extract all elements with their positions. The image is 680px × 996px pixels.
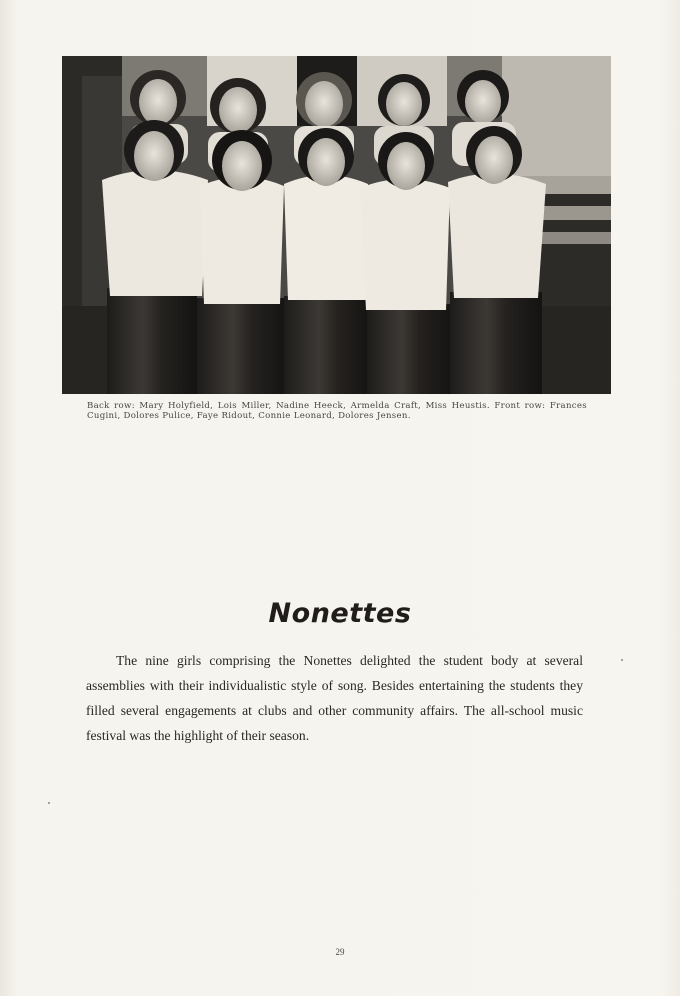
group-photo (62, 56, 611, 394)
photo-caption: Back row: Mary Holyfield, Lois Miller, Nadine Heeck, Armelda Craft, Miss Heustis. Front row: Frances Cugini, Dolores Pulice, Faye Ridout, Connie Leonard, Dolores Jensen. (87, 401, 587, 421)
paper-speck (621, 659, 623, 661)
paper-speck (48, 802, 50, 804)
page-number: 29 (335, 947, 345, 957)
page-title: Nonettes (268, 598, 412, 629)
body-paragraph: The nine girls comprising the Nonettes delighted the student body at several assemblies with their individualistic style of song. Besides entertaining the students they filled several engagements at clubs and other community affairs. The all-school music festival was the highlight of their season. (86, 653, 583, 743)
group-photo-icon (62, 56, 611, 394)
